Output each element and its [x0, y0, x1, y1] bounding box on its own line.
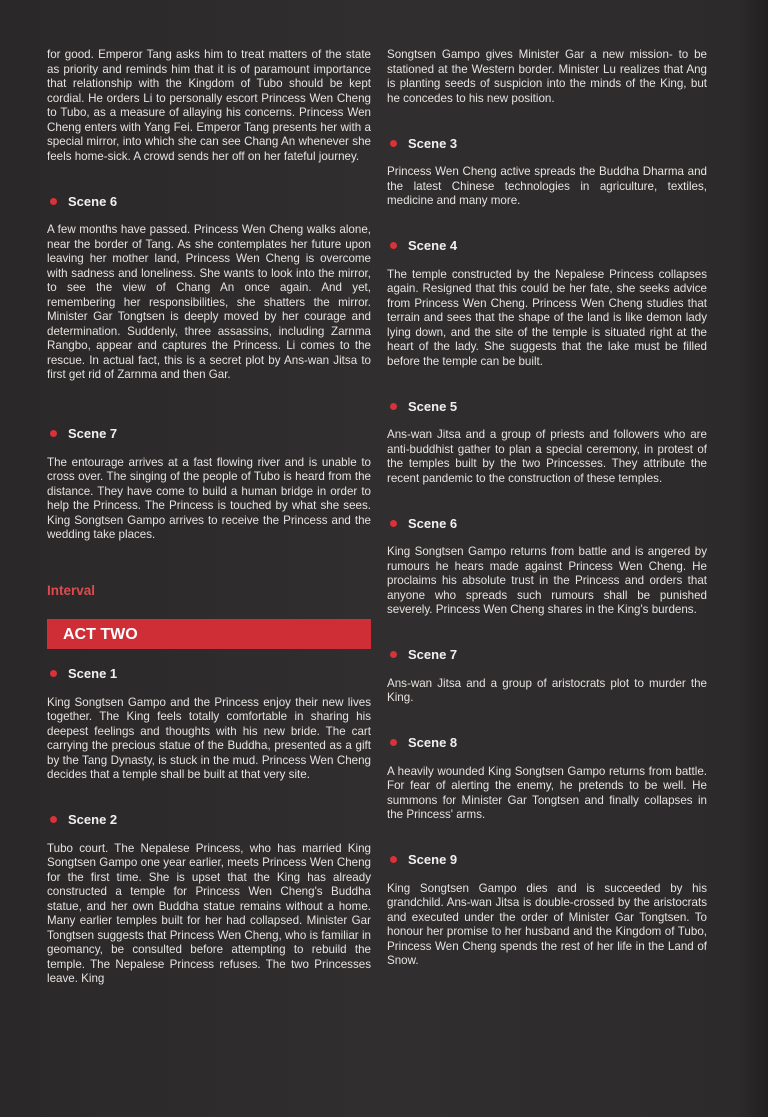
bullet-icon: [50, 816, 57, 823]
scene-7-right-heading: [387, 646, 707, 664]
scene-8-text: A heavily wounded King Songtsen Gampo returns from battle. For fear of alerting the enemy, he pretends to be well. He summons for Minister Gar Tongtsen and finally collapses in the Princess' arms.: [387, 764, 707, 821]
bullet-icon: [390, 242, 397, 249]
scene-9-heading: [387, 851, 707, 869]
right-intro-text: Songtsen Gampo gives Minister Gar a new mission- to be stationed at the Western border. Minister Lu realizes that Ang is planting seeds of suspicion into the minds of the King, but he concedes to his new position.: [387, 48, 707, 105]
act2-scene-2-heading: [47, 811, 371, 829]
scene-4-text: The temple constructed by the Nepalese Princess collapses again. Resigned that this could be her fate, she seeks advice from Princess Wen Cheng. Princess Wen Cheng studies that terrain and sees that the shape of the land is like demon lady lying down, and the site of the temple is situated right at the heart of the lady. She suggests that the lake must be filled before the temple can be built.: [387, 267, 707, 368]
act2-scene-1-title: Scene 1: [68, 666, 118, 681]
scene-8-heading: [387, 734, 707, 752]
scene-6-right-heading: [387, 514, 707, 532]
scene-7-right-text: Ans-wan Jitsa and a group of aristocrats plot to murder the King.: [387, 676, 707, 704]
scene-5-text: Ans-wan Jitsa and a group of priests and followers who are anti-buddhist gather to plan a special ceremony, in protest of the temples built by the two Princesses. They attribute the recent pandemic to the construction of these temples.: [387, 428, 707, 485]
bullet-icon: [390, 739, 397, 746]
scene-5-title: Scene 5: [408, 398, 458, 414]
scene-3-heading: [387, 134, 707, 152]
scene-6-heading: [47, 192, 371, 210]
bullet-icon: [390, 403, 397, 410]
scene-6-title: Scene 6: [68, 193, 118, 209]
scene-3-title: Scene 3: [408, 135, 458, 151]
bullet-icon: [50, 198, 57, 205]
act2-scene-1-text: King Songtsen Gampo and the Princess enjoy their new lives together. The King feels totally comfortable in sharing his deepest feelings and thoughts with his new bride. The cart carrying the precious statue of the Buddha, presented as a gift by the Tang Dynasty, is stuck in the mud. Princess Wen Cheng decides that a temple shall be built at that very site.: [47, 695, 371, 781]
act2-scene-2-text: Tubo court. The Nepalese Princess, who has married King Songtsen Gampo one year earlier, meets Princess Wen Cheng for the first time. She is upset that the King has already constructed a temple for Princess Wen Cheng's Buddha statue, and her own Buddha statue remains without a home. Many earlier temples built for her had collapsed. Minister Gar Tongtsen suggests that Princess Wen Cheng, who is familiar in geomancy, be consulted before attempting to rebuild the temple. The Nepalese Princess refuses. The two Princesses leave. King: [47, 841, 371, 985]
scene-5-heading: [387, 397, 707, 415]
page-spine-shadow: [738, 0, 768, 1117]
scene-4-heading: [387, 237, 707, 255]
bullet-icon: [390, 520, 397, 527]
scene-9-title: Scene 9: [408, 852, 458, 867]
bullet-icon: [50, 430, 57, 437]
scene-7-title: Scene 7: [68, 426, 118, 441]
right-column: [387, 48, 707, 969]
scene-6-right-title: Scene 6: [408, 515, 458, 531]
scene-6-right-text: King Songtsen Gampo returns from battle and is angered by rumours he hears made against Princess Wen Cheng. He proclaims his absolute trust in the Princess and orders that anyone who spreads such rumours shall be punished severely. Princess Wen Cheng shares in the King's burdens.: [387, 545, 707, 616]
interval-label: Interval: [47, 582, 96, 598]
act-two-banner: ACT TWO: [47, 619, 371, 649]
scene-7-right-title: Scene 7: [408, 647, 458, 662]
scene-8-title: Scene 8: [408, 735, 458, 750]
bullet-icon: [390, 140, 397, 147]
left-column: [47, 48, 371, 987]
scene-3-text: Princess Wen Cheng active spreads the Buddha Dharma and the latest Chinese technologies in agriculture, textiles, medicine and many more.: [387, 165, 707, 207]
bullet-icon: [390, 856, 397, 863]
scene-6-text: A few months have passed. Princess Wen Cheng walks alone, near the border of Tang. As she contemplates her future upon leaving her mother land, Princess Wen Cheng is overcome with sadness and loneliness. She wants to look into the mirror, to see the view of Chang An once again. And yet, remembering her responsibilities, she shatters the mirror. Minister Gar Tongtsen is deeply moved by her courage and determination. Suddenly, three assassins, including Zarnma Rangbo, appear and captures the Princess. Li comes to the rescue. In actual fact, this is a secret plot by Ans-wan Jitsa to first get rid of Zarnma and then Gar.: [47, 223, 371, 381]
left-intro-text: for good. Emperor Tang asks him to treat matters of the state as priority and reminds him that it is of paramount importance that relationship with the Kingdom of Tubo should be kept cordial. He orders Li to personally escort Princess Wen Cheng to Tubo, as a measure of allaying his concerns. Princess Wen Cheng enters with Yang Fei. Emperor Tang presents her with a special mirror, into which she can see Chang An whenever she feels home-sick. A crowd sends her off on her fateful journey.: [47, 48, 371, 163]
scene-7-heading: [47, 425, 371, 443]
act2-scene-2-title: Scene 2: [68, 812, 118, 827]
act2-scene-1-heading: [47, 665, 371, 683]
scene-7-text: The entourage arrives at a fast flowing river and is unable to cross over. The singing of the people of Tubo is heard from the distance. They have come to build a human bridge in order to help the Princess. The Princess is touched by what she sees. King Songtsen Gampo arrives to receive the Princess and the wedding take places.: [47, 455, 371, 541]
bullet-icon: [390, 651, 397, 658]
bullet-icon: [50, 670, 57, 677]
scene-4-title: Scene 4: [408, 238, 458, 253]
scene-9-text: King Songtsen Gampo dies and is succeeded by his grandchild. Ans-wan Jitsa is double-crossed by the aristocrats and executed under the order of Minister Gar Tongtsen. To honour her promise to her husband and the Kingdom of Tubo, Princess Wen Cheng spends the rest of her life in the Land of Snow.: [387, 881, 707, 967]
